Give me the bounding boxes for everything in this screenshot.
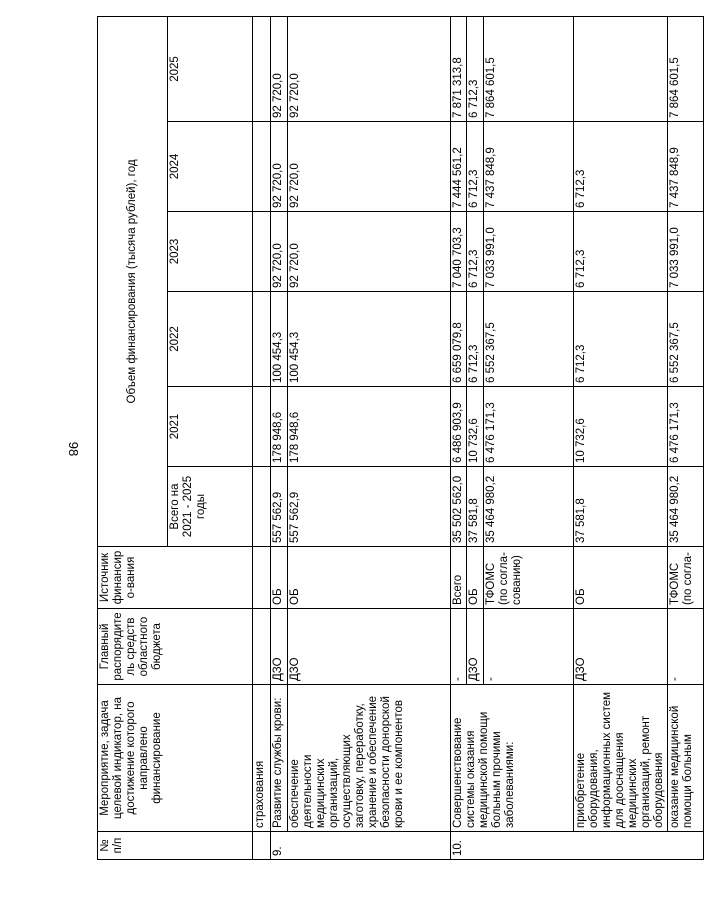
row10d-2025 (574, 16, 668, 121)
row10b-2023: 6 712,3 (467, 212, 484, 292)
row10c-source: ТФОМС (по согла-сованию) (484, 547, 574, 609)
row10e-2023: 7 033 991,0 (668, 212, 704, 292)
row10d-total: 37 581,8 (574, 467, 668, 547)
row9b-2021: 178 948,6 (288, 387, 451, 467)
table-row-10 (451, 16, 467, 859)
row9b-2024: 92 720,0 (288, 122, 451, 212)
row9-event: Развитие службы крови: (271, 685, 288, 832)
row10e-manager: - (668, 609, 704, 685)
page-number: 98 (66, 441, 82, 457)
row10a-source: Всего (451, 547, 467, 609)
row10c-2022: 6 552 367,5 (484, 292, 574, 387)
row9b-manager: ДЗО (288, 609, 451, 685)
row10e-2024: 7 437 848,9 (668, 122, 704, 212)
row10e-event: оказание медицинской помощи больным (668, 685, 704, 832)
row-strah-event: страхования (253, 685, 271, 832)
table-row-9 (271, 16, 288, 859)
row10d-2024: 6 712,3 (574, 122, 668, 212)
row10c-total: 35 464 980,2 (484, 467, 574, 547)
row10b-2024: 6 712,3 (467, 122, 484, 212)
header-year-2024: 2024 (168, 122, 253, 212)
header-year-2021: 2021 (168, 387, 253, 467)
row10c-manager: - (484, 609, 574, 685)
row10a-total: 35 502 562,0 (451, 467, 467, 547)
row10a-2023: 7 040 703,3 (451, 212, 467, 292)
row10e-2025: 7 864 601,5 (668, 16, 704, 121)
row9-2022: 100 454,3 (271, 292, 288, 387)
row10a-manager: - (451, 609, 467, 685)
header-year-2025: 2025 (168, 16, 253, 121)
financing-table-wrapper (97, 17, 694, 860)
row10a-2025: 7 871 313,8 (451, 16, 467, 121)
table-row-strahovaniya (253, 16, 271, 859)
row10b-2021: 10 732,6 (467, 387, 484, 467)
row10b-manager: ДЗО (467, 609, 484, 685)
table-row-10-medical-help (668, 16, 704, 859)
row9b-event: обеспечение деятельности медицинских организаций, осуществляющих заготовку, переработку, хранение и обеспечение безопасности донорской крови и ее компонентов (288, 685, 451, 832)
header-volume: Объем финансирования (тысяча рублей), год (98, 16, 168, 546)
row10c-2024: 7 437 848,9 (484, 122, 574, 212)
row10b-2022: 6 712,3 (467, 292, 484, 387)
row9-2024: 92 720,0 (271, 122, 288, 212)
row10a-2022: 6 659 079,8 (451, 292, 467, 387)
header-num: № п/п (98, 832, 253, 860)
header-event: Мероприятие, задача целевой индикатор, на достижение которого направлено финансирование (98, 685, 253, 832)
row10b-source: ОБ (467, 547, 484, 609)
row9b-total: 557 562,9 (288, 467, 451, 547)
row10d-event: приобретение оборудования, информационных систем для дооснащения медицинских организаций, ремонт оборудования (574, 685, 668, 832)
row10c-2025: 7 864 601,5 (484, 16, 574, 121)
row9-manager: ДЗО (271, 609, 288, 685)
header-manager: Главный распорядитель средств областного бюджета (98, 609, 253, 685)
row10c-2023: 7 033 991,0 (484, 212, 574, 292)
row10d-2022: 6 712,3 (574, 292, 668, 387)
header-total: Всего на 2021 - 2025 годы (168, 467, 253, 547)
header-year-2023: 2023 (168, 212, 253, 292)
row10e-total: 35 464 980,2 (668, 467, 704, 547)
row10d-source: ОБ (574, 547, 668, 609)
table-row-10-equipment (574, 16, 668, 859)
row9-2021: 178 948,6 (271, 387, 288, 467)
row9b-2023: 92 720,0 (288, 212, 451, 292)
row10d-2021: 10 732,6 (574, 387, 668, 467)
row10d-manager: ДЗО (574, 609, 668, 685)
table-row-9-sub (288, 16, 451, 859)
row10e-2022: 6 552 367,5 (668, 292, 704, 387)
row9-2025: 92 720,0 (271, 16, 288, 121)
row9b-2025: 92 720,0 (288, 16, 451, 121)
row10b-2025: 6 712,3 (467, 16, 484, 121)
row9-total: 557 562,9 (271, 467, 288, 547)
row9-source: ОБ (271, 547, 288, 609)
row10d-2023: 6 712,3 (574, 212, 668, 292)
header-row (98, 16, 168, 859)
header-year-2022: 2022 (168, 292, 253, 387)
row10a-2024: 7 444 561,2 (451, 122, 467, 212)
financing-table (97, 16, 704, 860)
row9b-source: ОБ (288, 547, 451, 609)
row10e-source: ТФОМС (по согла- (668, 547, 704, 609)
row10-event: Совершенствование системы оказания медицинской помощи больным прочими заболеваниями: (451, 685, 574, 832)
row9b-2022: 100 454,3 (288, 292, 451, 387)
row10b-total: 37 581,8 (467, 467, 484, 547)
row9-num: 9. (271, 832, 451, 860)
row10-num: 10. (451, 832, 704, 860)
row10e-2021: 6 476 171,3 (668, 387, 704, 467)
header-source: Источник финансиро-вания (98, 547, 253, 609)
row9-2023: 92 720,0 (271, 212, 288, 292)
row10c-2021: 6 476 171,3 (484, 387, 574, 467)
row10a-2021: 6 486 903,9 (451, 387, 467, 467)
